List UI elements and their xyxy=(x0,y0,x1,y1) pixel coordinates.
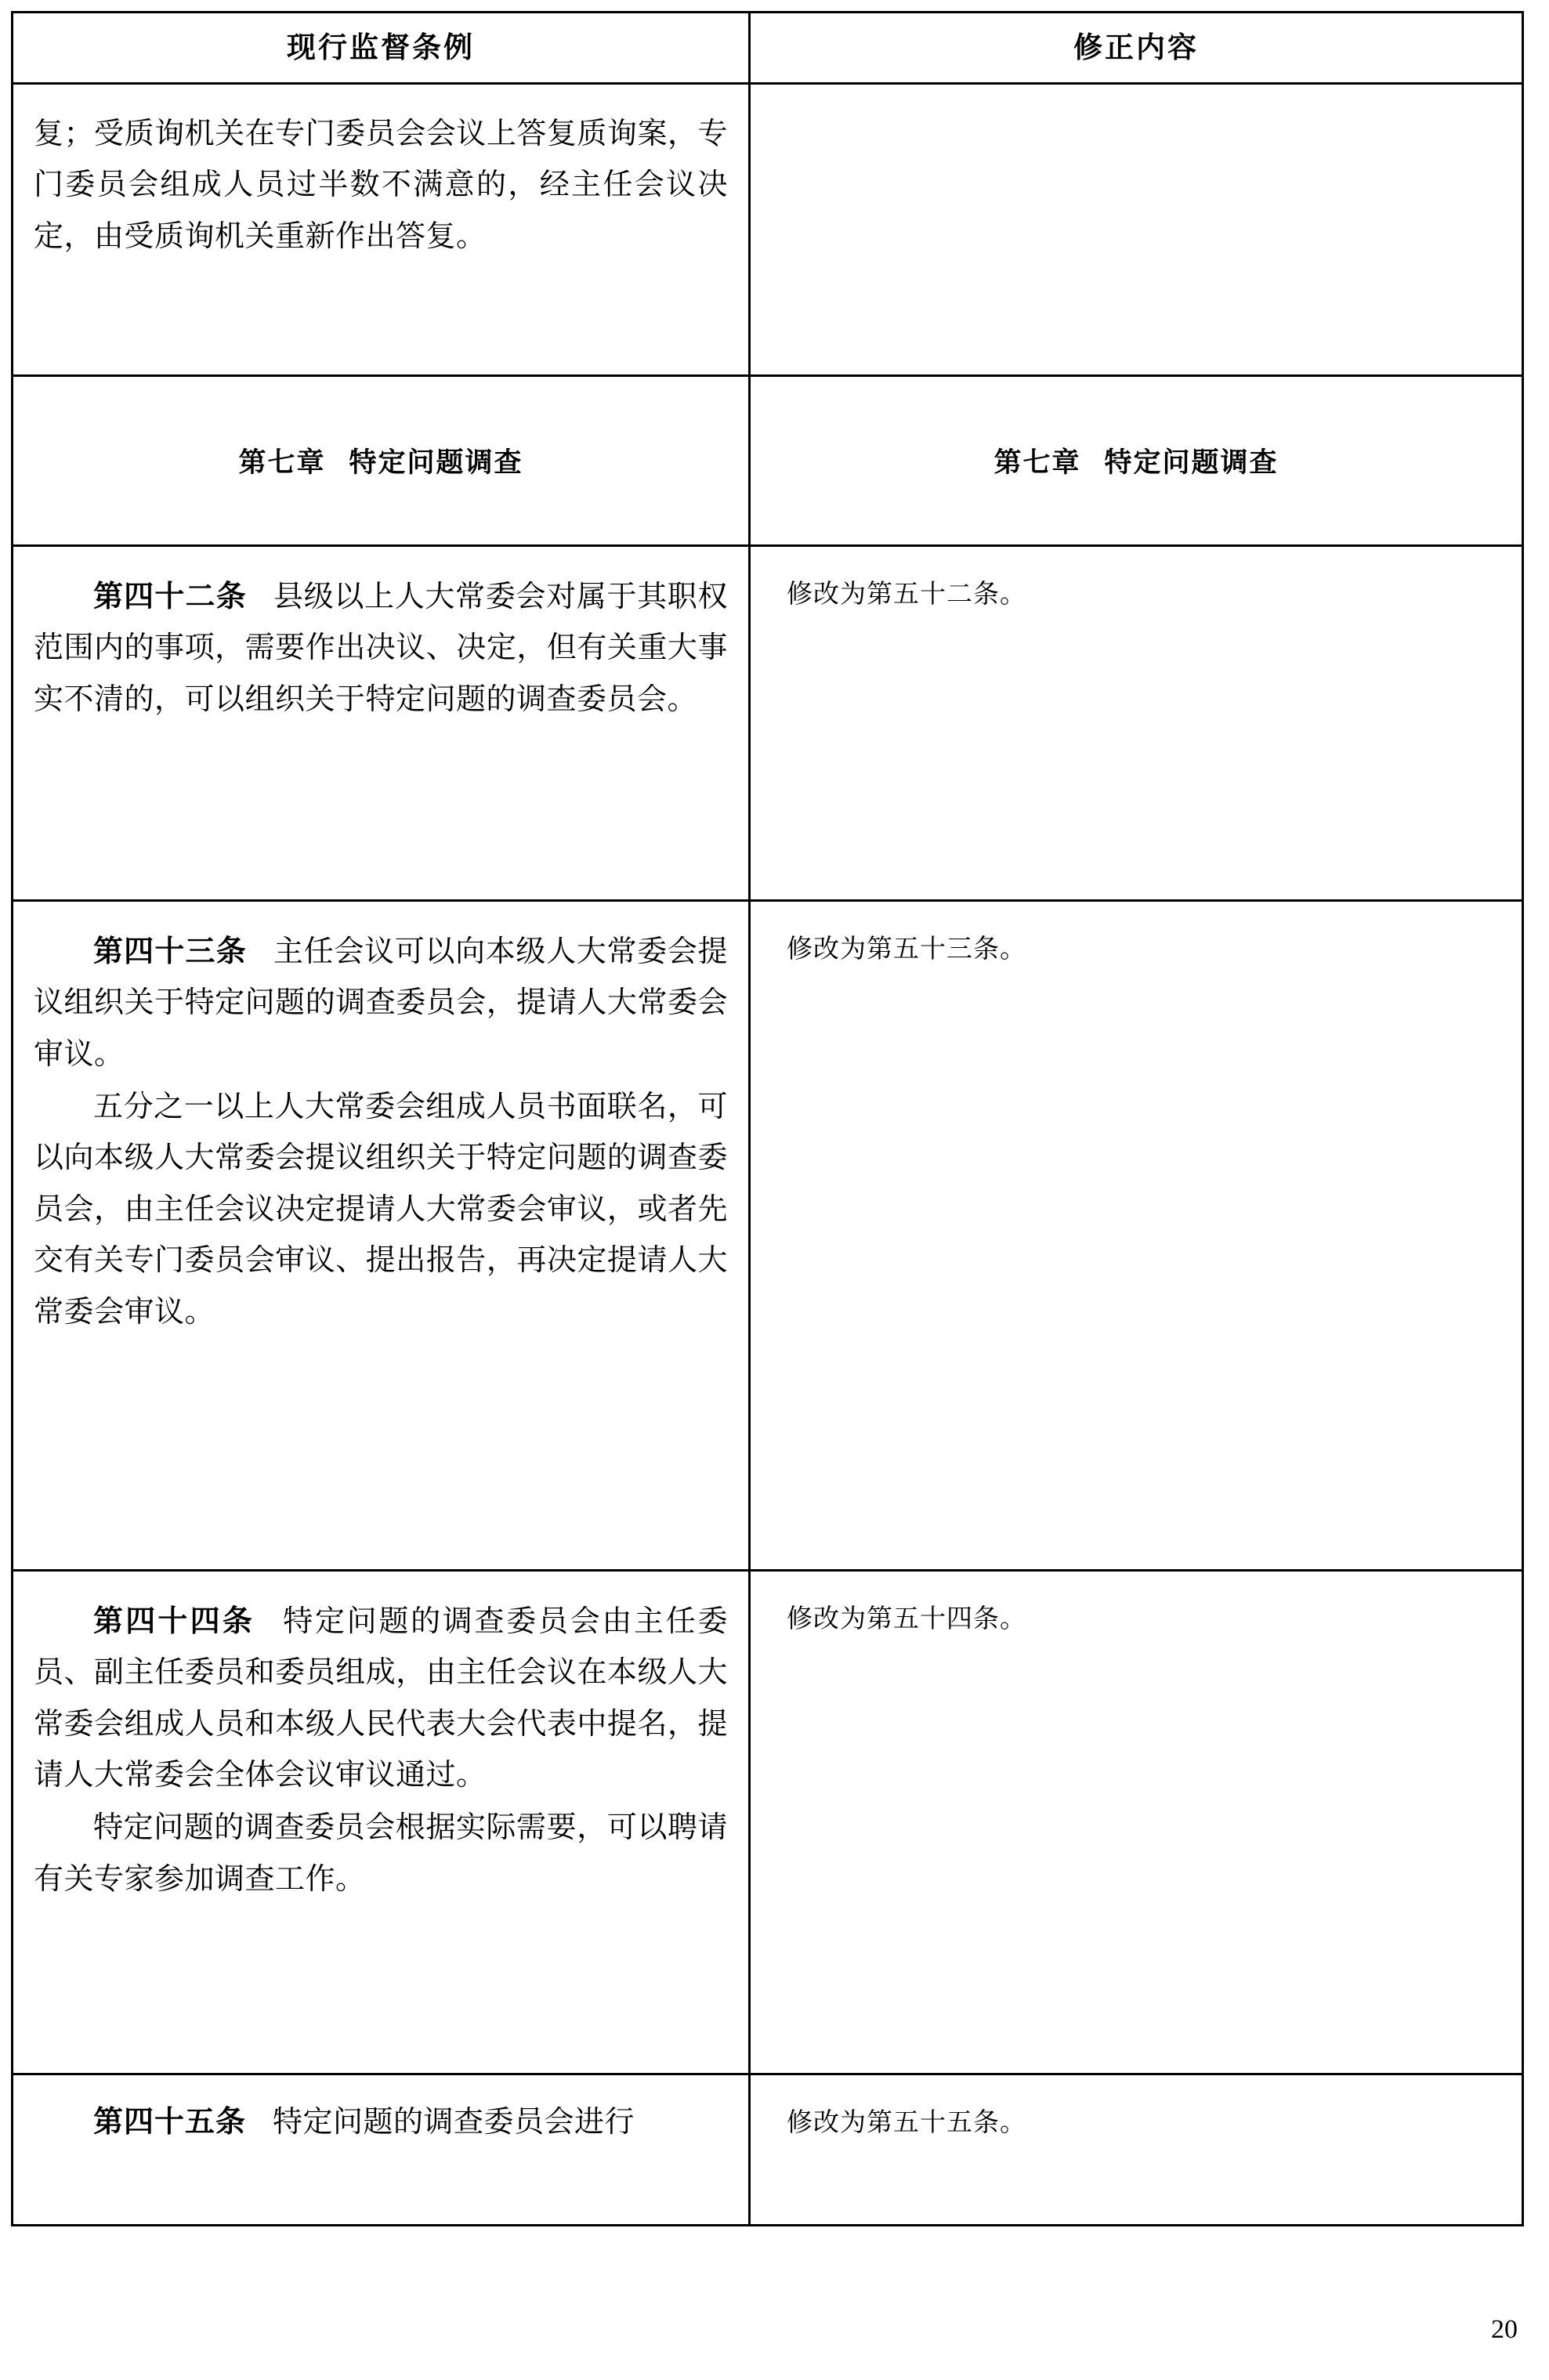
law-paragraph xyxy=(34,2096,728,2147)
law-text-block xyxy=(34,1595,728,1904)
header-cell-amendment xyxy=(750,13,1523,84)
article-body: 主任会议可以向本级人大常委会提议组织关于特定问题的调查委员会，提请人大常委会审议。 xyxy=(34,934,728,1071)
article-number: 第四十四条 xyxy=(93,1603,255,1638)
table-header-row xyxy=(13,13,1523,84)
column-header-right: 修正内容 xyxy=(1073,30,1199,64)
law-text-block xyxy=(34,108,728,262)
page-number: 20 xyxy=(1491,2315,1518,2344)
cell-left-article-42 xyxy=(13,546,750,901)
article-number: 第四十五条 xyxy=(93,2103,247,2139)
amendment-text: 修改为第五十四条。 xyxy=(787,1603,1026,1633)
law-text-block xyxy=(34,2096,728,2147)
article-number: 第四十三条 xyxy=(93,933,247,968)
law-paragraph: 五分之一以上人大常委会组成人员书面联名，可以向本级人大常委会提议组织关于特定问题的调查委员会，由主任会议决定提请人大常委会审议，或者先交有关专门委员会审议、提出报告，再决定提请人大常委会审议。 xyxy=(34,1089,728,1329)
comparison-table xyxy=(11,11,1524,2226)
law-text-block xyxy=(34,925,728,1337)
chapter-title-right: 特定问题调查 xyxy=(1104,447,1279,479)
amendment-text: 修改为第五十二条。 xyxy=(787,578,1026,609)
table-row xyxy=(13,901,1523,1571)
column-header-left: 现行监督条例 xyxy=(287,30,475,64)
chapter-number-right: 第七章 xyxy=(993,447,1081,479)
law-text-block xyxy=(34,570,728,725)
cell-right-article-45 xyxy=(750,2074,1523,2226)
article-body: 特定问题的调查委员会进行 xyxy=(273,2104,635,2139)
article-number: 第四十二条 xyxy=(93,578,247,613)
amendment-text: 修改为第五十三条。 xyxy=(787,933,1026,964)
amendment-text: 修改为第五十五条。 xyxy=(787,2107,1026,2137)
law-paragraph: 复；受质询机关在专门委员会会议上答复质询案，专门委员会组成人员过半数不满意的，经主任会议决定，由受质询机关重新作出答复。 xyxy=(34,116,728,253)
cell-left-continued-clause xyxy=(13,84,750,376)
amendment-text xyxy=(751,85,1522,111)
law-paragraph xyxy=(34,570,728,725)
cell-left-article-44 xyxy=(13,1571,750,2074)
law-paragraph xyxy=(34,1595,728,1800)
cell-left-article-43 xyxy=(13,901,750,1571)
table-row xyxy=(13,2074,1523,2226)
cell-left-article-45 xyxy=(13,2074,750,2226)
chapter-heading-left xyxy=(13,441,748,480)
chapter-number-left: 第七章 xyxy=(238,447,326,479)
table-row-chapter xyxy=(13,376,1523,546)
table-row xyxy=(13,84,1523,376)
table-row xyxy=(13,1571,1523,2074)
table-row xyxy=(13,546,1523,901)
cell-right-article-42 xyxy=(750,546,1523,901)
cell-right-article-43 xyxy=(750,901,1523,1571)
cell-right-article-44 xyxy=(750,1571,1523,2074)
chapter-title-left: 特定问题调查 xyxy=(349,447,523,479)
cell-left-chapter-seven xyxy=(13,376,750,546)
chapter-heading-right xyxy=(751,441,1522,480)
article-body: 县级以上人大常委会对属于其职权范围内的事项，需要作出决议、决定，但有关重大事实不清的，可以组织关于特定问题的调查委员会。 xyxy=(34,579,728,716)
cell-right-continued-clause xyxy=(750,84,1523,376)
cell-right-chapter-seven xyxy=(750,376,1523,546)
law-paragraph: 特定问题的调查委员会根据实际需要，可以聘请有关专家参加调查工作。 xyxy=(34,1810,728,1896)
law-paragraph xyxy=(34,925,728,1080)
article-body: 特定问题的调查委员会由主任委员、副主任委员和委员组成，由主任会议在本级人大常委会组成人员和本级人民代表大会代表中提名，提请人大常委会全体会议审议通过。 xyxy=(34,1604,728,1792)
header-cell-current-regulation xyxy=(13,13,750,84)
